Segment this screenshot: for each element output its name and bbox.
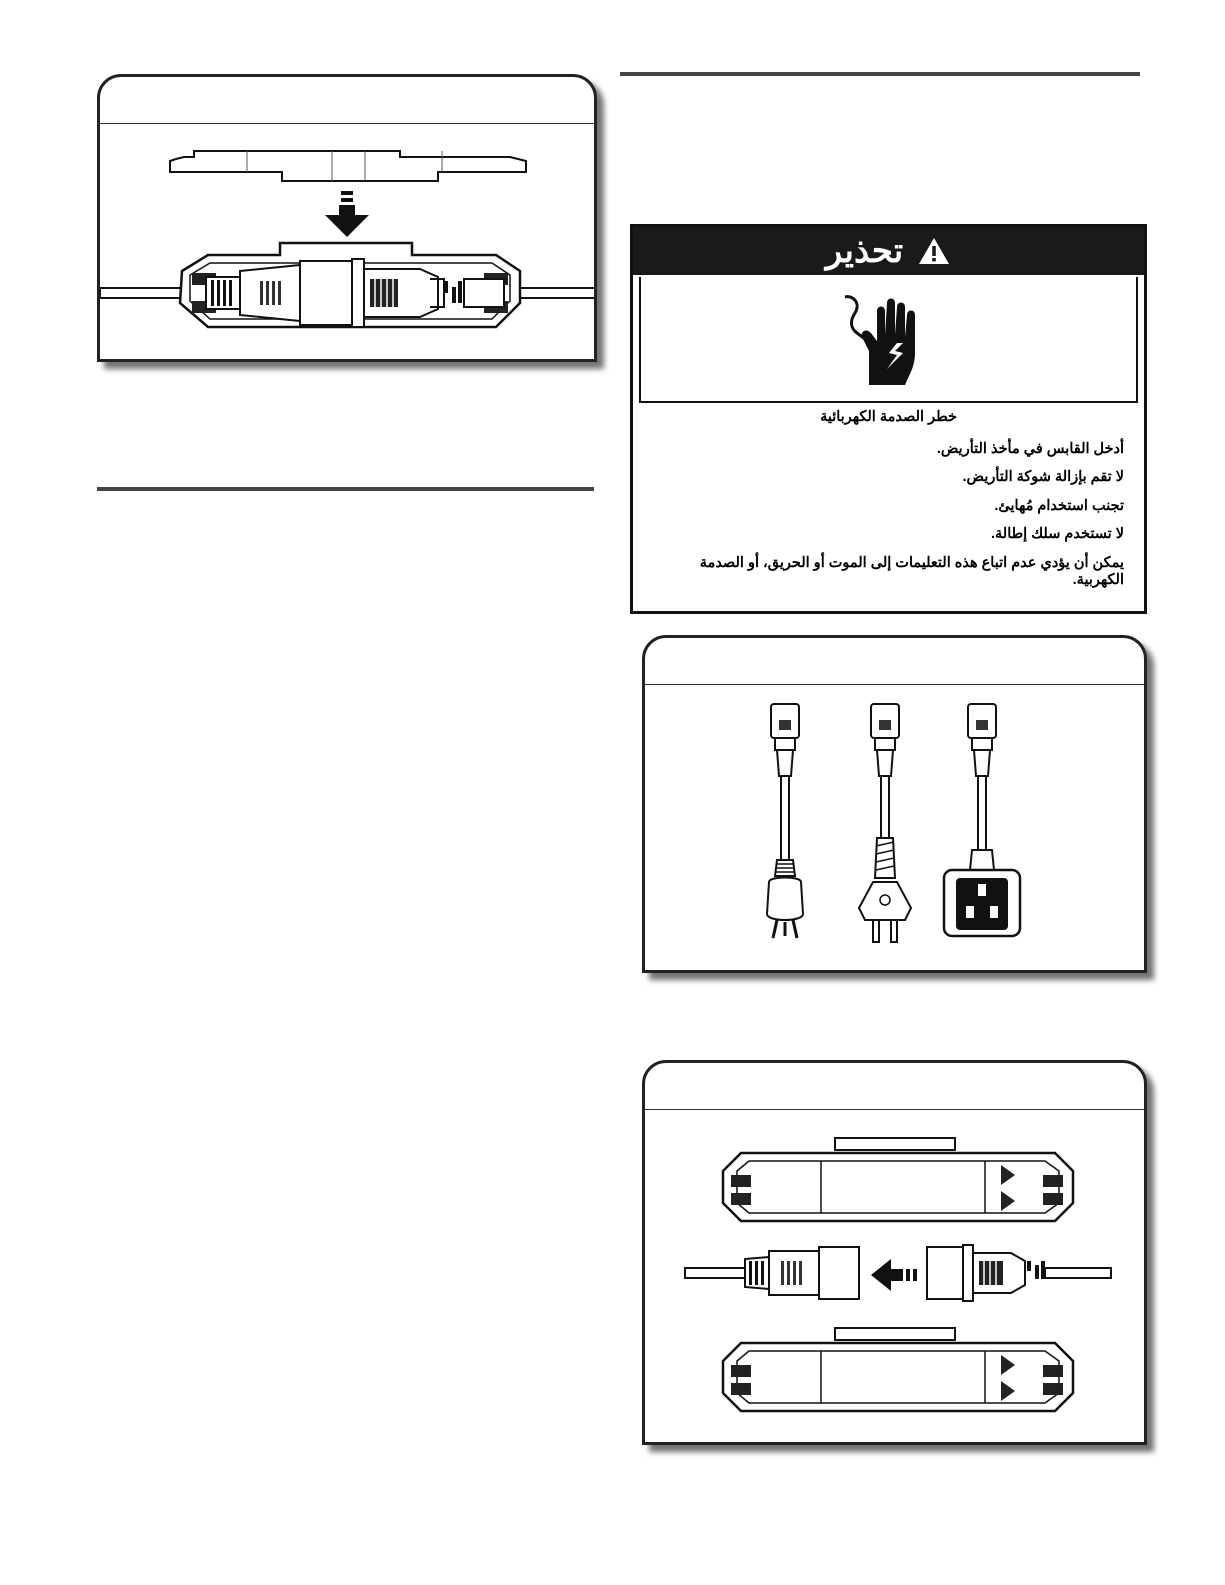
schuko-plug-cord (859, 704, 911, 942)
section-rule-left (97, 487, 594, 491)
warning-line: لا تقم بإزالة شوكة التأريض. (962, 469, 1124, 486)
power-cord-plug-types-figure (645, 638, 1147, 973)
warning-instructions-list (655, 441, 1124, 600)
electrical-shock-warning-box (630, 224, 1147, 614)
plug-types-figure-panel (642, 635, 1147, 973)
lower-housing-half (723, 1328, 1073, 1411)
electric-shock-hand-icon (839, 289, 929, 389)
warning-header (633, 227, 1144, 275)
warning-subtitle: خطر الصدمة الكهربائية (820, 409, 957, 425)
cover-snap-onto-connector-figure (100, 77, 597, 362)
warning-line: تجنب استخدام مُهايئ. (994, 497, 1124, 514)
connector-housing-assembly-figure (645, 1063, 1147, 1445)
uk-plug-cord (944, 704, 1020, 936)
upper-housing-half (723, 1138, 1073, 1221)
cover-snap-figure-panel (97, 74, 597, 362)
left-arrow-icon (871, 1259, 917, 1291)
warning-triangle-icon (917, 236, 951, 266)
housing-assembly-figure-panel (642, 1060, 1147, 1445)
down-arrow-icon (325, 191, 369, 237)
section-rule-top-right (620, 72, 1140, 76)
warning-line: يمكن أن يؤدي عدم اتباع هذه التعليمات إلى الموت أو الحريق، أو الصدمة الكهربية. (699, 554, 1124, 588)
australian-plug-cord (767, 704, 803, 938)
warning-line: لا تستخدم سلك إطالة. (990, 526, 1124, 543)
warning-icon-area (639, 277, 1138, 403)
warning-line: أدخل القابس في مأخذ التأريض. (936, 441, 1124, 457)
warning-text (633, 403, 1144, 611)
warning-title: تحذير (825, 232, 904, 270)
